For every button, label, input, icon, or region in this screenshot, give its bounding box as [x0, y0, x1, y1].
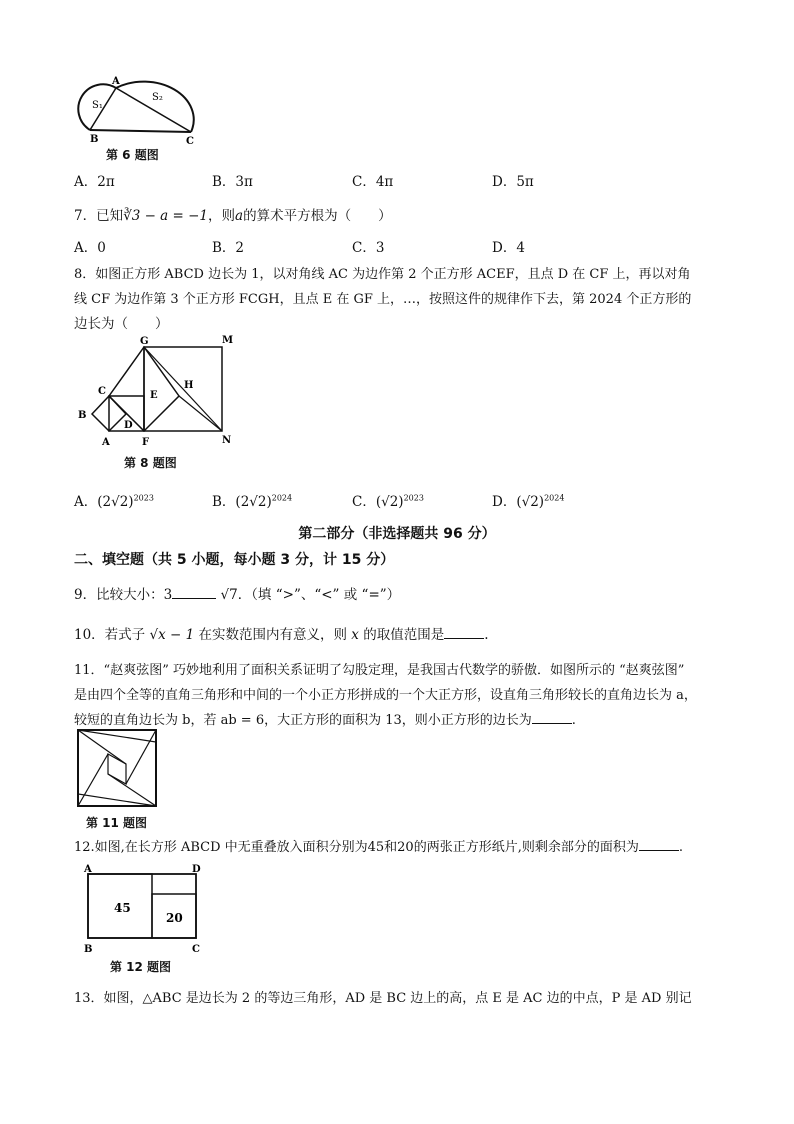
q6-caption: 第 6 题图 [106, 148, 159, 162]
q12-label-45: 45 [114, 901, 131, 915]
q11-answer-blank[interactable] [532, 711, 572, 724]
q8-option-a[interactable]: A．$(2√2)^{2023}$ [74, 493, 154, 510]
q10-answer-blank[interactable] [444, 626, 484, 639]
q8-line-3: 边长为（ ） [74, 316, 169, 332]
q6-diagram [76, 60, 206, 160]
q6-label-b: B [90, 134, 99, 145]
q12-label-b: B [84, 944, 93, 955]
q7-option-d[interactable]: D．4 [492, 240, 525, 256]
q12-answer-blank[interactable] [639, 838, 679, 851]
q8-label-b: B [78, 410, 87, 421]
q6-option-a[interactable]: A．2π [74, 174, 115, 190]
q8-label-c: C [98, 386, 106, 397]
q6-label-c: C [186, 136, 194, 147]
q12-diagram [78, 860, 208, 956]
q8-label-n: N [222, 435, 232, 446]
q8-label-d: D [124, 420, 133, 431]
q8-caption: 第 8 题图 [124, 456, 177, 470]
q8-line-1: 8．如图正方形 ABCD 边长为 1，以对角线 AC 为边作第 2 个正方形 ACEF，且点 D 在 CF 上，再以对角 [74, 267, 691, 282]
q12-caption: 第 12 题图 [110, 960, 172, 974]
q13-line-1: 13．如图，△ABC 是边长为 2 的等边三角形，AD 是 BC 边上的高，点 E 是 AC 边的中点，P 是 AD 别记 [74, 991, 692, 1006]
q8-label-f: F [142, 437, 150, 448]
q8-label-a: A [102, 437, 110, 448]
q9-question: 9．比较大小：3 √7．（填 “>”、“<” 或 “=”） [74, 587, 401, 603]
q6-option-b[interactable]: B．3π [212, 174, 253, 190]
q6-label-s2: S₂ [152, 92, 163, 103]
q8-label-g: G [140, 336, 149, 347]
q12-label-c: C [192, 944, 200, 955]
q7-option-c[interactable]: C．3 [352, 240, 385, 256]
q12-label-20: 20 [166, 911, 183, 925]
q11-caption: 第 11 题图 [86, 816, 148, 830]
q12-figure [78, 860, 208, 978]
q7-option-b[interactable]: B．2 [212, 240, 245, 256]
section2-title: 二、填空题（共 5 小题，每小题 3 分，计 15 分） [74, 552, 395, 568]
q6-option-c[interactable]: C．4π [352, 174, 394, 190]
q11-line-2: 是由四个全等的直角三角形和中间的一个小正方形拼成的一个大正方形，设直角三角形较长的直角边长为 a， [74, 688, 697, 703]
part2-title: 第二部分（非选择题共 96 分） [298, 526, 496, 542]
q11-line-1: 11．“赵爽弦图” 巧妙地利用了面积关系证明了勾股定理，是我国古代数学的骄傲．如图所示的 “赵爽弦图” [74, 663, 685, 678]
q8-figure [72, 332, 242, 474]
q7-option-a[interactable]: A．0 [74, 240, 106, 256]
q8-diagram [72, 332, 242, 452]
q8-line-2: 线 CF 为边作第 3 个正方形 FCGH，且点 E 在 GF 上，…，按照这件的规律作下去，第 2024 个正方形的 [74, 292, 692, 307]
q8-label-m: M [222, 335, 234, 346]
q6-label-a: A [112, 76, 120, 87]
q6-option-d[interactable]: D．5π [492, 174, 534, 190]
q11-figure [76, 728, 166, 834]
q7-expression: ∛3 − a = −1 [123, 208, 209, 224]
q8-label-h: H [184, 380, 194, 391]
q11-diagram [76, 728, 160, 810]
q8-label-e: E [150, 390, 158, 401]
q9-answer-blank[interactable] [172, 586, 216, 599]
q6-figure [76, 60, 206, 164]
q8-option-b[interactable]: B．$(2√2)^{2024}$ [212, 493, 293, 510]
q10-question: 10．若式子 √x − 1 在实数范围内有意义，则 x 的取值范围是 . [74, 627, 489, 643]
q7-question: 7．已知∛3 − a = −1，则a的算术平方根为（ ） [74, 208, 392, 224]
q8-option-c[interactable]: C．$(√2)^{2023}$ [352, 493, 424, 510]
q8-option-d[interactable]: D．$(√2)^{2024}$ [492, 493, 565, 510]
q12-label-a: A [84, 864, 92, 875]
q11-line-3: 较短的直角边长为 b，若 ab = 6，大正方形的面积为 13，则小正方形的边长为 . [74, 713, 576, 728]
q12-label-d: D [192, 864, 201, 875]
q12-line-1: 12.如图,在长方形 ABCD 中无重叠放入面积分别为45和20的两张正方形纸片,则剩余部分的面积为 . [74, 840, 683, 855]
q6-label-s1: S₁ [92, 100, 103, 111]
